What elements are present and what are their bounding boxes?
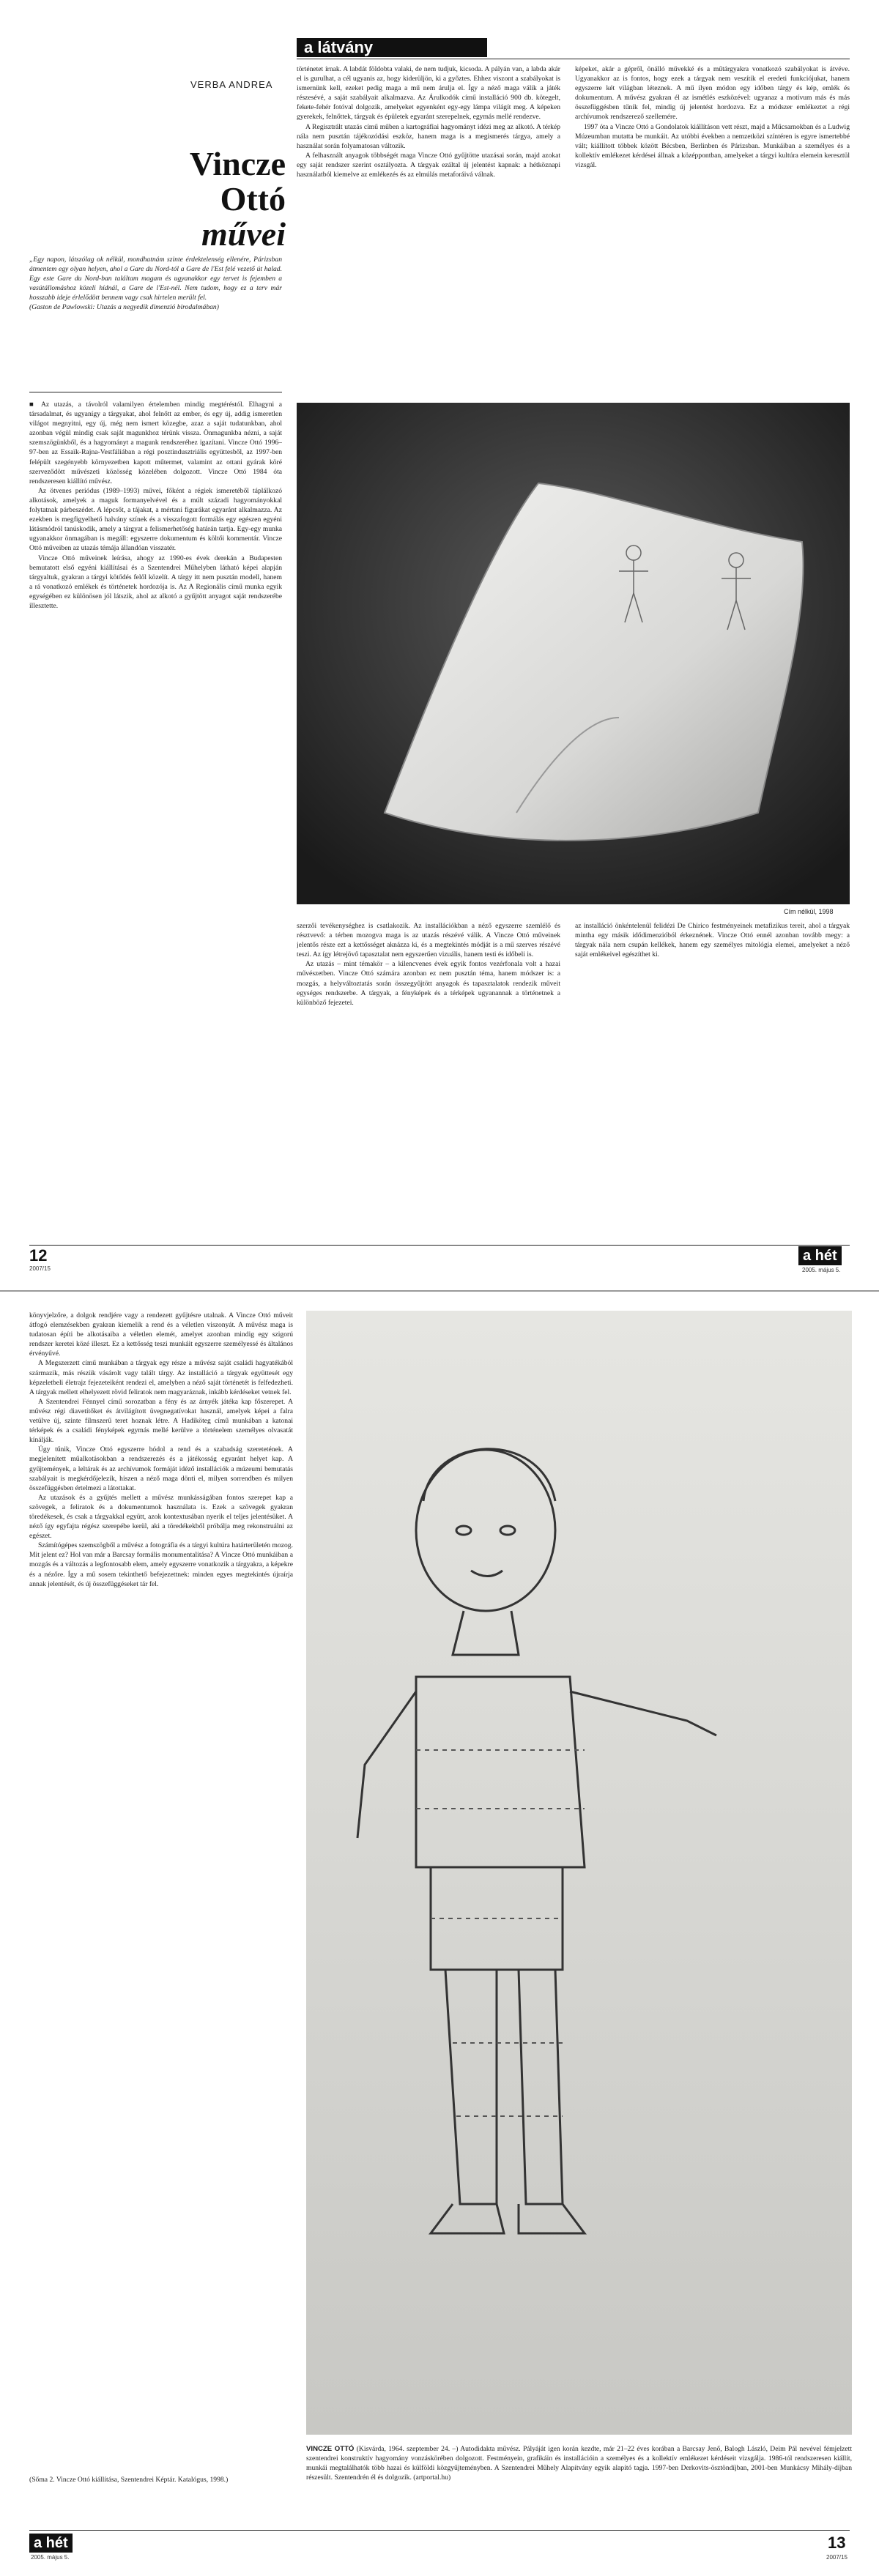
page1-lower-column-3 bbox=[575, 921, 850, 1236]
page1-column-3 bbox=[575, 64, 850, 398]
paragraph: Úgy tűnik, Vincze Ottó egyszerre hódol a rend és a szabadság szeretetének. A megjelenített műalkotásokban a rendszerezés és a játékosság egyaránt helyet kap. A gyűjtemények, a leltárak és az archívumok formáját idéző installációk a múzeumi bemutatás szabályait is megkérdőjelezik, hiszen a néző maga dönti el, milyen sorrendben és milyen összefüggésben értelmezi a látottakat. bbox=[29, 1445, 293, 1492]
issue-date: 2005. május 5. bbox=[802, 1267, 841, 1273]
page1-column-1 bbox=[29, 400, 282, 1205]
paragraph: szerzői tevékenységhez is csatlakozik. Az installációkban a néző egyszerre szemlélő és résztvevő: a térben mozogva maga is az utazás részévé válik. A Vincze Ottó műveinek jelentős része ezt a kettősséget aknázza ki, és a megtekintés módját is a mű szerves részévé teszi. Az így létrejövő tapasztalat nem egyszerűen vizuális, hanem testi és időbeli is. bbox=[297, 922, 560, 959]
artwork-photo-pillow bbox=[297, 403, 850, 904]
page-separator bbox=[0, 1290, 879, 1292]
page2-column-1 bbox=[29, 1311, 293, 2468]
bio-text: (Kisvárda, 1964. szeptember 24. –) Autodidakta művész. Pályáját igen korán kezdte, már 21–22 éves korában a Barcsay Jenő, Balogh László, Deim Pál nevével fémjelzett szentendrei konstruktív hagyomány vonzáskörében dolgozott. Festményein, grafikáin és installációin a személyes és a kollektív emlékezet kérdéseit vizsgálja. 1986-tól rendszeresen kiállít, munkái megtalálhatók több hazai és külföldi közgyűjteményben. A Szentendrei Műhely Alapítvány egyik alapító tagja. 1997-ben Derkovits-ösztöndíjban, 2001-ben Munkácsy Mihály-díjban részesült. Szentendrén él és dolgozik. (artportal.hu) bbox=[306, 2445, 852, 2482]
paragraph: képeket, akár a gépről, önálló művekké és a műtárgyakra vonatkozó szabályokat is átvéve. Ugyanakkor az is fontos, hogy ezek a tárgyak nem veszítik el eredeti funkciójukat, hanem egyszerre két világban léteznek. A mű ilyen módon egy időben tárgy és kép, emlék és dokumentum. A művész gyakran él az ismétlés eszközével: ugyanaz a motívum más és más összefüggésben tűnik fel, mindig új jelentést hordozva. Ez a módszer emlékeztet a régi archívumok rendszerező szellemére. bbox=[575, 65, 850, 122]
magazine-logo: a hét bbox=[798, 1246, 842, 1265]
paragraph: ■ Az utazás, a távolról valamilyen értelemben mindig megtéréstól. Elhagyni a társadalmat, és ugyanígy a tárgyakat, ahol felnőtt az ember, és egy új, addig ismeretlen világot megnyitni, egy új, még nem ismert közegbe, azaz a saját tudatunkban, ahol azonban végül mindig csak saját magunkhoz térünk vissza. Önmagunkba nézni, a saját szemszögünkből, és a hagyományt a magunk rendszeréhez igazítani. Vincze Ottó 1996–97-ben az Essaïk-Rajna-Vestfáliában a régi posztindusztriális együttesből, az 1997-ben felépült szegényebb környezetben kapott műtermet, valamint az ottani gyárak köré szerveződött művészeti közösség közelében dolgozott. Vincze Ottó 1984 óta rendszeresen kiállító művész. bbox=[29, 401, 282, 485]
bio-name: VINCZE OTTÓ bbox=[306, 2445, 355, 2453]
source-note: (Sőma 2. Vincze Ottó kiállítása, Szentendrei Képtár. Katalógus, 1998.) bbox=[29, 2476, 229, 2484]
paragraph: A Szentendrei Fénnyel című sorozatban a fény és az árnyék játéka kap főszerepet. A művész régi diavetítőket és átvilágított üvegnegatívokat használ, amelyek képei a falra vetülve új, szinte filmszerű teret hoznak létre. A Hadiköteg című munkában a katonai térképek és a családi fényképek egymás mellé kerülve a történelem személyes olvasatát kínálják. bbox=[29, 1397, 293, 1445]
page-number: 13 bbox=[828, 2534, 846, 2552]
footer-rule bbox=[29, 1245, 850, 1246]
artist-bio bbox=[306, 2444, 852, 2482]
paragraph: Számítógépes szemszögből a művész a fotográfia és a tárgyi kultúra határterületén mozog. Mit jelent ez? Hol van már a Barcsay formális monumentalitása? A Vincze Ottó munkáiban a mozgás és a változás a legfontosabb elem, amely egyszerre vonatkozik a tárgyakra, a képekre és a nézőre. Így a mű sosem tekinthető befejezettnek: minden egyes megtekintés újraírja annak jelentését, és új összefüggéseket tár fel. bbox=[29, 1541, 293, 1588]
paragraph: A felhasznált anyagok többségét maga Vincze Ottó gyűjtötte utazásai során, majd azokat egy saját rendszer szerint osztályozta. A tárgyak ezáltal új jelentést kapnak: a hétköznapi használatból kiemelve az emlékezés és az elmúlás metaforáivá válnak. bbox=[297, 151, 560, 179]
paragraph: Az utazások és a gyűjtés mellett a művész munkásságában fontos szerepet kap a szövegek, a feliratok és a dokumentumok használata is. Ezek a szövegek gyakran töredékesek, és csak a tárgyakkal együtt, azok kontextusában nyerik el teljes jelentésüket. A néző így egyfajta régész szerepébe kerül, aki a töredékekből próbálja meg rekonstruálni az egészet. bbox=[29, 1493, 293, 1541]
pillow-artwork-image bbox=[297, 403, 850, 904]
paragraph: könyvjelzőre, a dolgok rendjére vagy a rendezett gyűjtésre utalnak. A Vincze Ottó műveit átfogó elemzésekben gyakran kiemelik a rend és a véletlen viszonyát. A művész maga is tudatosan építi be alkotásaiba a véletlen elemét, amelyet azonban mindig egy szigorú rendszer keretei közé illeszt. Ez a kettősség teszi munkáit egyszerre személyessé és általános érvényűvé. bbox=[29, 1311, 293, 1358]
paragraph: történetet írnak. A labdát földobta valaki, de nem tudjuk, kicsoda. A pályán van, a labda akár el is gurulhat, a cél ugyanis az, hogy kiderüljön, ki a győztes. Ehhez viszont a szabályokat is ismernünk kell, ezeket pedig maga a mű nem árulja el. Így a néző maga válik a játék részesévé, a saját szabályait alkalmazva. Az Árulkodók című installáció 900 db. kötegelt, fekete-fehér fotóval dolgozik, amelyeket egyenként egy-egy lámpa világít meg. A képeken gyerekek, felnőttek, tárgyak és épületek egyaránt szerepelnek, egymás mellé rendezve. bbox=[297, 65, 560, 122]
photo-caption: Cím nélkül, 1998 bbox=[784, 908, 834, 915]
issue-number: 2007/15 bbox=[29, 1265, 51, 1272]
paragraph: Az utazás – mint témakör – a kilencvenes évek egyik fontos vezérfonala volt a hazai művészetben. Vincze Ottó számára azonban ez nem pusztán téma, hanem módszer is: a mozgás, a helyváltoztatás során összegyűjtött anyagok és tapasztalatok rendezik műveit egységes rendszerbe. A tárgyak, a fényképek és a térképek ugyanannak a történetnek a különböző fejezetei. bbox=[297, 960, 560, 1007]
paragraph: Az ötvenes periódus (1989–1993) művei, főként a régiek ismeretéből táplálkozó alkotások, amelyek a maguk formanyelvével és a múlt századi hagyományokkal folytatnak párbeszédet. A lépcsőt, a tájakat, a mértani figurákat egyaránt alkalmazza. Az ezekben is megfigyelhető halvány színek és a visszafogott formálás egy egészen egyéni látásmódról tanúskodik, amely a tárgyat a felismerhetőség határán tartja. Egy-egy munka ugyanakkor önmagában is megáll: egyszerre dokumentum és költői kommentár. Vincze Ottó műveiben az utazás témája állandóan visszatér. bbox=[29, 486, 282, 553]
page-number: 12 bbox=[29, 1246, 48, 1265]
paragraph: A Megszerzett című munkában a tárgyak egy része a művész saját családi hagyatékából származik, más részük vásárolt vagy talált tárgy. Az installáció a tárgyak együttesét egy képzeletbeli életrajz fejezeteiként rendezi el, amelyben a néző saját történetét is felfedezheti. A tárgyak mellett elhelyezett rövid feliratok nem magyaráznak, inkább kérdéseket vetnek fel. bbox=[29, 1359, 293, 1396]
byline: VERBA ANDREA bbox=[190, 79, 273, 90]
paragraph: az installáció önkéntelenül felidézi De Chirico festményeinek metafizikus tereit, ahol a tárgyak mintha egy másik idődimenzióból érkeznének. Vincze Ottó ennél azonban tovább megy: a tárgyak nála nem csupán kellékek, hanem egy személyes mitológia elemei, amelyeket a néző saját emlékeivel egészíthet ki. bbox=[575, 922, 850, 959]
page1-lower-column-2 bbox=[297, 921, 560, 1236]
artwork-photo-doll bbox=[306, 1311, 852, 2435]
paragraph: Vincze Ottó műveinek leírása, ahogy az 1990-es évek derekán a Budapesten bemutatott első egyéni kiállításai és a Szentendrei Műhelyben látható képei alapján tárgyaltuk, gyakran a tárgyi kötődés felől közelít. A tárgy itt nem pusztán modell, hanem a rá vonatkozó emlékek és történetek hordozója is. Az A Regionális című munka egyik egységében ez különösen jól látszik, ahol az alkotó a gyűjtött anyagot saját rendszerébe illesztette. bbox=[29, 554, 282, 610]
footer-rule bbox=[29, 2530, 850, 2531]
issue-date: 2005. május 5. bbox=[31, 2554, 70, 2561]
magazine-logo: a hét bbox=[29, 2534, 73, 2553]
issue-number: 2007/15 bbox=[826, 2554, 848, 2561]
page1-column-2 bbox=[297, 64, 560, 398]
paragraph: A Regisztrált utazás című műben a kartográfiai hagyományt idézi meg az alkotó. A térkép nála nem pusztán tájékozódási eszköz, hanem maga is a megismerés tárgya, amely a használat során folyamatosan változik. bbox=[297, 122, 560, 150]
epigraph-attribution: (Gaston de Pawlowski: Utazás a negyedik dimenzió birodalmában) bbox=[29, 303, 219, 312]
epigraph-quote: „Egy napon, látszólag ok nélkül, mondhatnám szinte érdektelenség ellenére, Párizsban átmentem egy olyan helyen, ahol a Gare du Nord-tól a Gare de l'Est felé vezető út halad. Egy este Gare du Nord-ban találtam magam és ugyanakkor egy tervet is fejemben a vasútállomáshoz közeli hídnál, a Gare de l'Est-nél. Nem tudom, hogy ez a terv már hosszabb ideje érlelődött bennem vagy csak hirtelen merült fel. (Gaston de Pawlowski: Utazás a negyedik dimenzió birodalmában) bbox=[29, 256, 282, 312]
doll-artwork-image bbox=[306, 1311, 852, 2435]
paragraph: 1997 óta a Vincze Ottó a Gondolatok kiállításon vett részt, majd a Műcsarnokban és a Ludwig Múzeumban mutatta be munkáit. Az utóbbi években a nemzetközi színtéren is egyre ismertebbé vált; kiállított többek között Bécsben, Berlinben és Párizsban. Munkáiban a személyes és a kollektív emlékezet kérdései állnak a középpontban, amelyeket a tárgyi kultúra elemein keresztül vizsgál. bbox=[575, 122, 850, 169]
section-tag: a látvány bbox=[297, 38, 487, 57]
article-title: Vincze Ottó művei bbox=[189, 145, 286, 253]
